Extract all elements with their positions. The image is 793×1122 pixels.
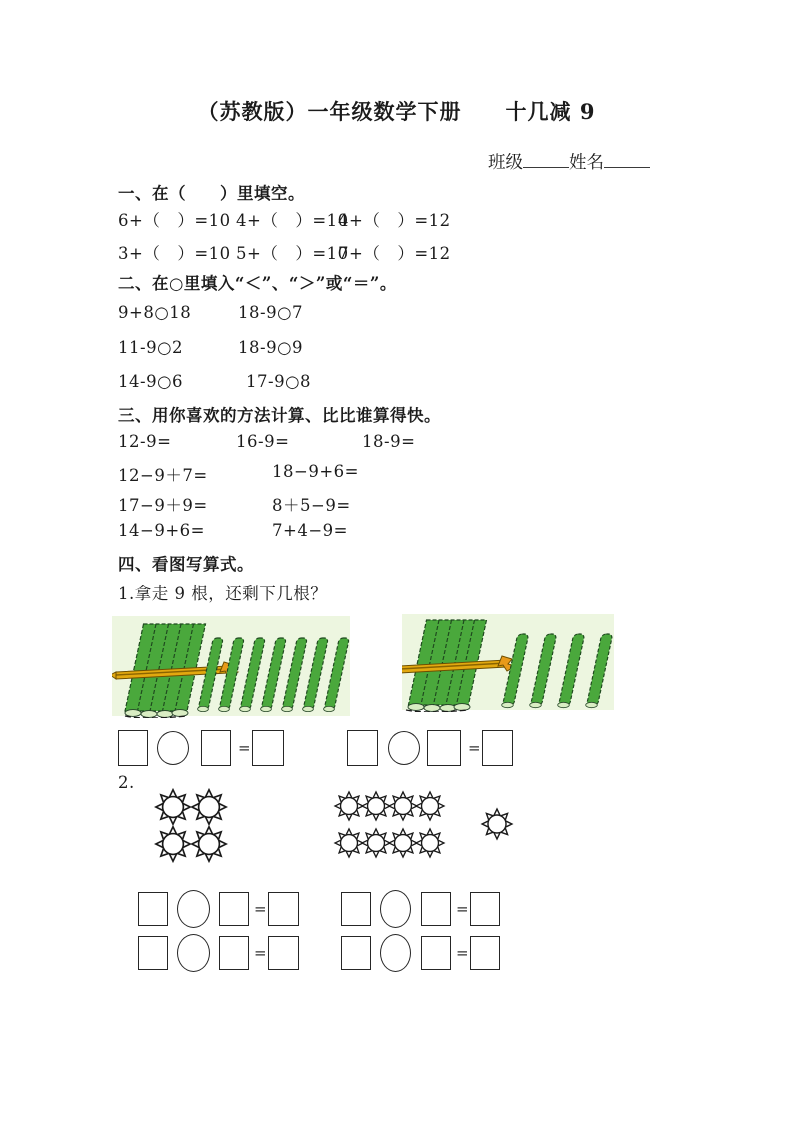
answer-box: [201, 730, 231, 766]
sun-icon: [192, 827, 226, 861]
equals-sign: =: [456, 944, 469, 962]
equals-sign: =: [254, 900, 267, 918]
equals-sign: =: [456, 900, 469, 918]
answer-box: [219, 892, 249, 926]
sun-icon: [362, 829, 390, 857]
sun-group-right: [335, 792, 512, 857]
sun-icon: [482, 809, 512, 839]
answer-box: [219, 936, 249, 970]
answer-box: [252, 730, 284, 766]
sun-icon: [192, 790, 226, 824]
equation: 14-9○6: [118, 372, 183, 391]
sun-icon: [156, 790, 190, 824]
answer-circle: [177, 934, 210, 972]
answer-box: [427, 730, 461, 766]
answer-box: [268, 936, 299, 970]
student-info-line: [488, 149, 650, 174]
equation: 9+8○18: [118, 303, 192, 322]
answer-box: [118, 730, 148, 766]
class-blank: [523, 150, 569, 168]
equation: 4+（ ）=12: [338, 211, 451, 230]
answer-box: [482, 730, 513, 766]
sun-icon: [335, 792, 363, 820]
name-label: 姓名: [569, 153, 604, 173]
question-1-text: 1.拿走 9 根，还剩下几根？: [118, 584, 328, 603]
section-4-header: 四、看图写算式。: [118, 555, 254, 574]
sun-icon: [362, 792, 390, 820]
equation: 14−9+6=: [118, 521, 205, 540]
answer-circle: [177, 890, 210, 928]
equation: 7+（ ）=12: [338, 244, 451, 263]
answer-box: [268, 892, 299, 926]
sun-icon: [389, 829, 417, 857]
name-blank: [604, 150, 650, 168]
equals-sign: =: [468, 739, 481, 757]
answer-circle: [388, 731, 420, 765]
equation: 17−9＋9=: [118, 496, 208, 515]
equation: 18-9○9: [238, 338, 303, 357]
equation: 3+（ ）=10: [118, 244, 231, 263]
equation: 17-9○8: [246, 372, 311, 391]
page-title: （苏教版）一年级数学下册 十几减 9: [197, 99, 596, 124]
section-3-header: 三、用你喜欢的方法计算、比比谁算得快。: [118, 406, 441, 425]
equation: 4+（ ）=10: [236, 211, 349, 230]
sun-icon: [389, 792, 417, 820]
answer-box: [138, 892, 168, 926]
answer-box: [470, 936, 500, 970]
equals-sign: =: [254, 944, 267, 962]
equation: 6+（ ）=10: [118, 211, 231, 230]
sun-icon: [156, 827, 190, 861]
sticks-illustration-left: [112, 614, 350, 718]
answer-box: [470, 892, 500, 926]
equation: 11-9○2: [118, 338, 183, 357]
sun-icon: [335, 829, 363, 857]
equals-sign: =: [238, 739, 251, 757]
answer-box: [421, 892, 451, 926]
answer-box: [421, 936, 451, 970]
sun-group-left: [156, 790, 226, 861]
answer-circle: [157, 731, 189, 765]
equation: 18-9○7: [238, 303, 303, 322]
answer-box: [347, 730, 378, 766]
equation: 7+4−9=: [272, 521, 348, 540]
equation: 12-9=: [118, 432, 172, 451]
equation: 16-9=: [236, 432, 290, 451]
answer-box: [341, 892, 371, 926]
suns-illustration: [140, 784, 530, 864]
sticks-illustration-right: [402, 612, 614, 712]
answer-box: [341, 936, 371, 970]
equation: 12−9＋7=: [118, 466, 208, 485]
answer-circle: [380, 890, 411, 928]
answer-circle: [380, 934, 411, 972]
equation: 8＋5−9=: [272, 496, 351, 515]
class-label: 班级: [488, 153, 523, 173]
sun-icon: [416, 792, 444, 820]
answer-box: [138, 936, 168, 970]
equation: 5+（ ）=10: [236, 244, 349, 263]
equation: 18-9=: [362, 432, 416, 451]
equation: 18−9+6=: [272, 462, 359, 481]
section-1-header: 一、在（ ）里填空。: [118, 184, 305, 203]
sun-icon: [416, 829, 444, 857]
section-2-header: 二、在○里填入“＜”、“＞”或“＝”。: [118, 274, 397, 293]
question-2-label: 2.: [118, 773, 135, 792]
